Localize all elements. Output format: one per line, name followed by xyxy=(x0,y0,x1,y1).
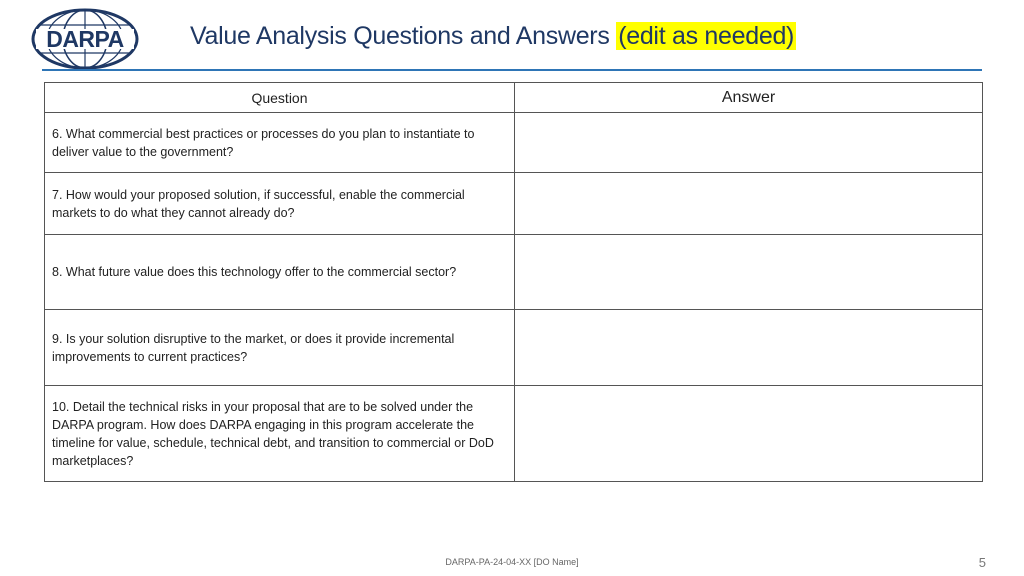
question-cell: 6. What commercial best practices or processes do you plan to instantiate to deliver value to the government? xyxy=(45,113,515,173)
title-highlight: (edit as needed) xyxy=(618,22,795,50)
table-row xyxy=(45,386,983,482)
column-header-answer: Answer xyxy=(515,83,983,113)
answer-cell[interactable] xyxy=(515,310,983,386)
title-text: Value Analysis Questions and Answers xyxy=(190,22,610,50)
answer-cell[interactable] xyxy=(515,113,983,173)
question-cell: 10. Detail the technical risks in your proposal that are to be solved under the DARPA program. How does DARPA engaging in this program accelerate the timeline for value, schedule, technical debt, and transition to commercial or DoD marketplaces? xyxy=(45,386,515,482)
table-header-row xyxy=(45,83,983,113)
question-cell: 9. Is your solution disruptive to the market, or does it provide incremental improvements to current practices? xyxy=(45,310,515,386)
table-row xyxy=(45,113,983,173)
table-row xyxy=(45,310,983,386)
header-divider xyxy=(42,69,982,71)
qa-table xyxy=(44,82,983,482)
footer-text: DARPA-PA-24-04-XX [DO Name] xyxy=(445,557,579,567)
darpa-logo xyxy=(30,8,140,70)
table-row xyxy=(45,235,983,310)
column-header-question: Question xyxy=(45,83,515,113)
answer-cell[interactable] xyxy=(515,173,983,235)
logo-text: DARPA xyxy=(46,26,124,52)
question-cell: 7. How would your proposed solution, if successful, enable the commercial markets to do what they cannot already do? xyxy=(45,173,515,235)
answer-cell[interactable] xyxy=(515,235,983,310)
answer-cell[interactable] xyxy=(515,386,983,482)
page-number: 5 xyxy=(978,555,986,570)
page-title xyxy=(190,22,796,51)
question-cell: 8. What future value does this technology offer to the commercial sector? xyxy=(45,235,515,310)
table-row xyxy=(45,173,983,235)
